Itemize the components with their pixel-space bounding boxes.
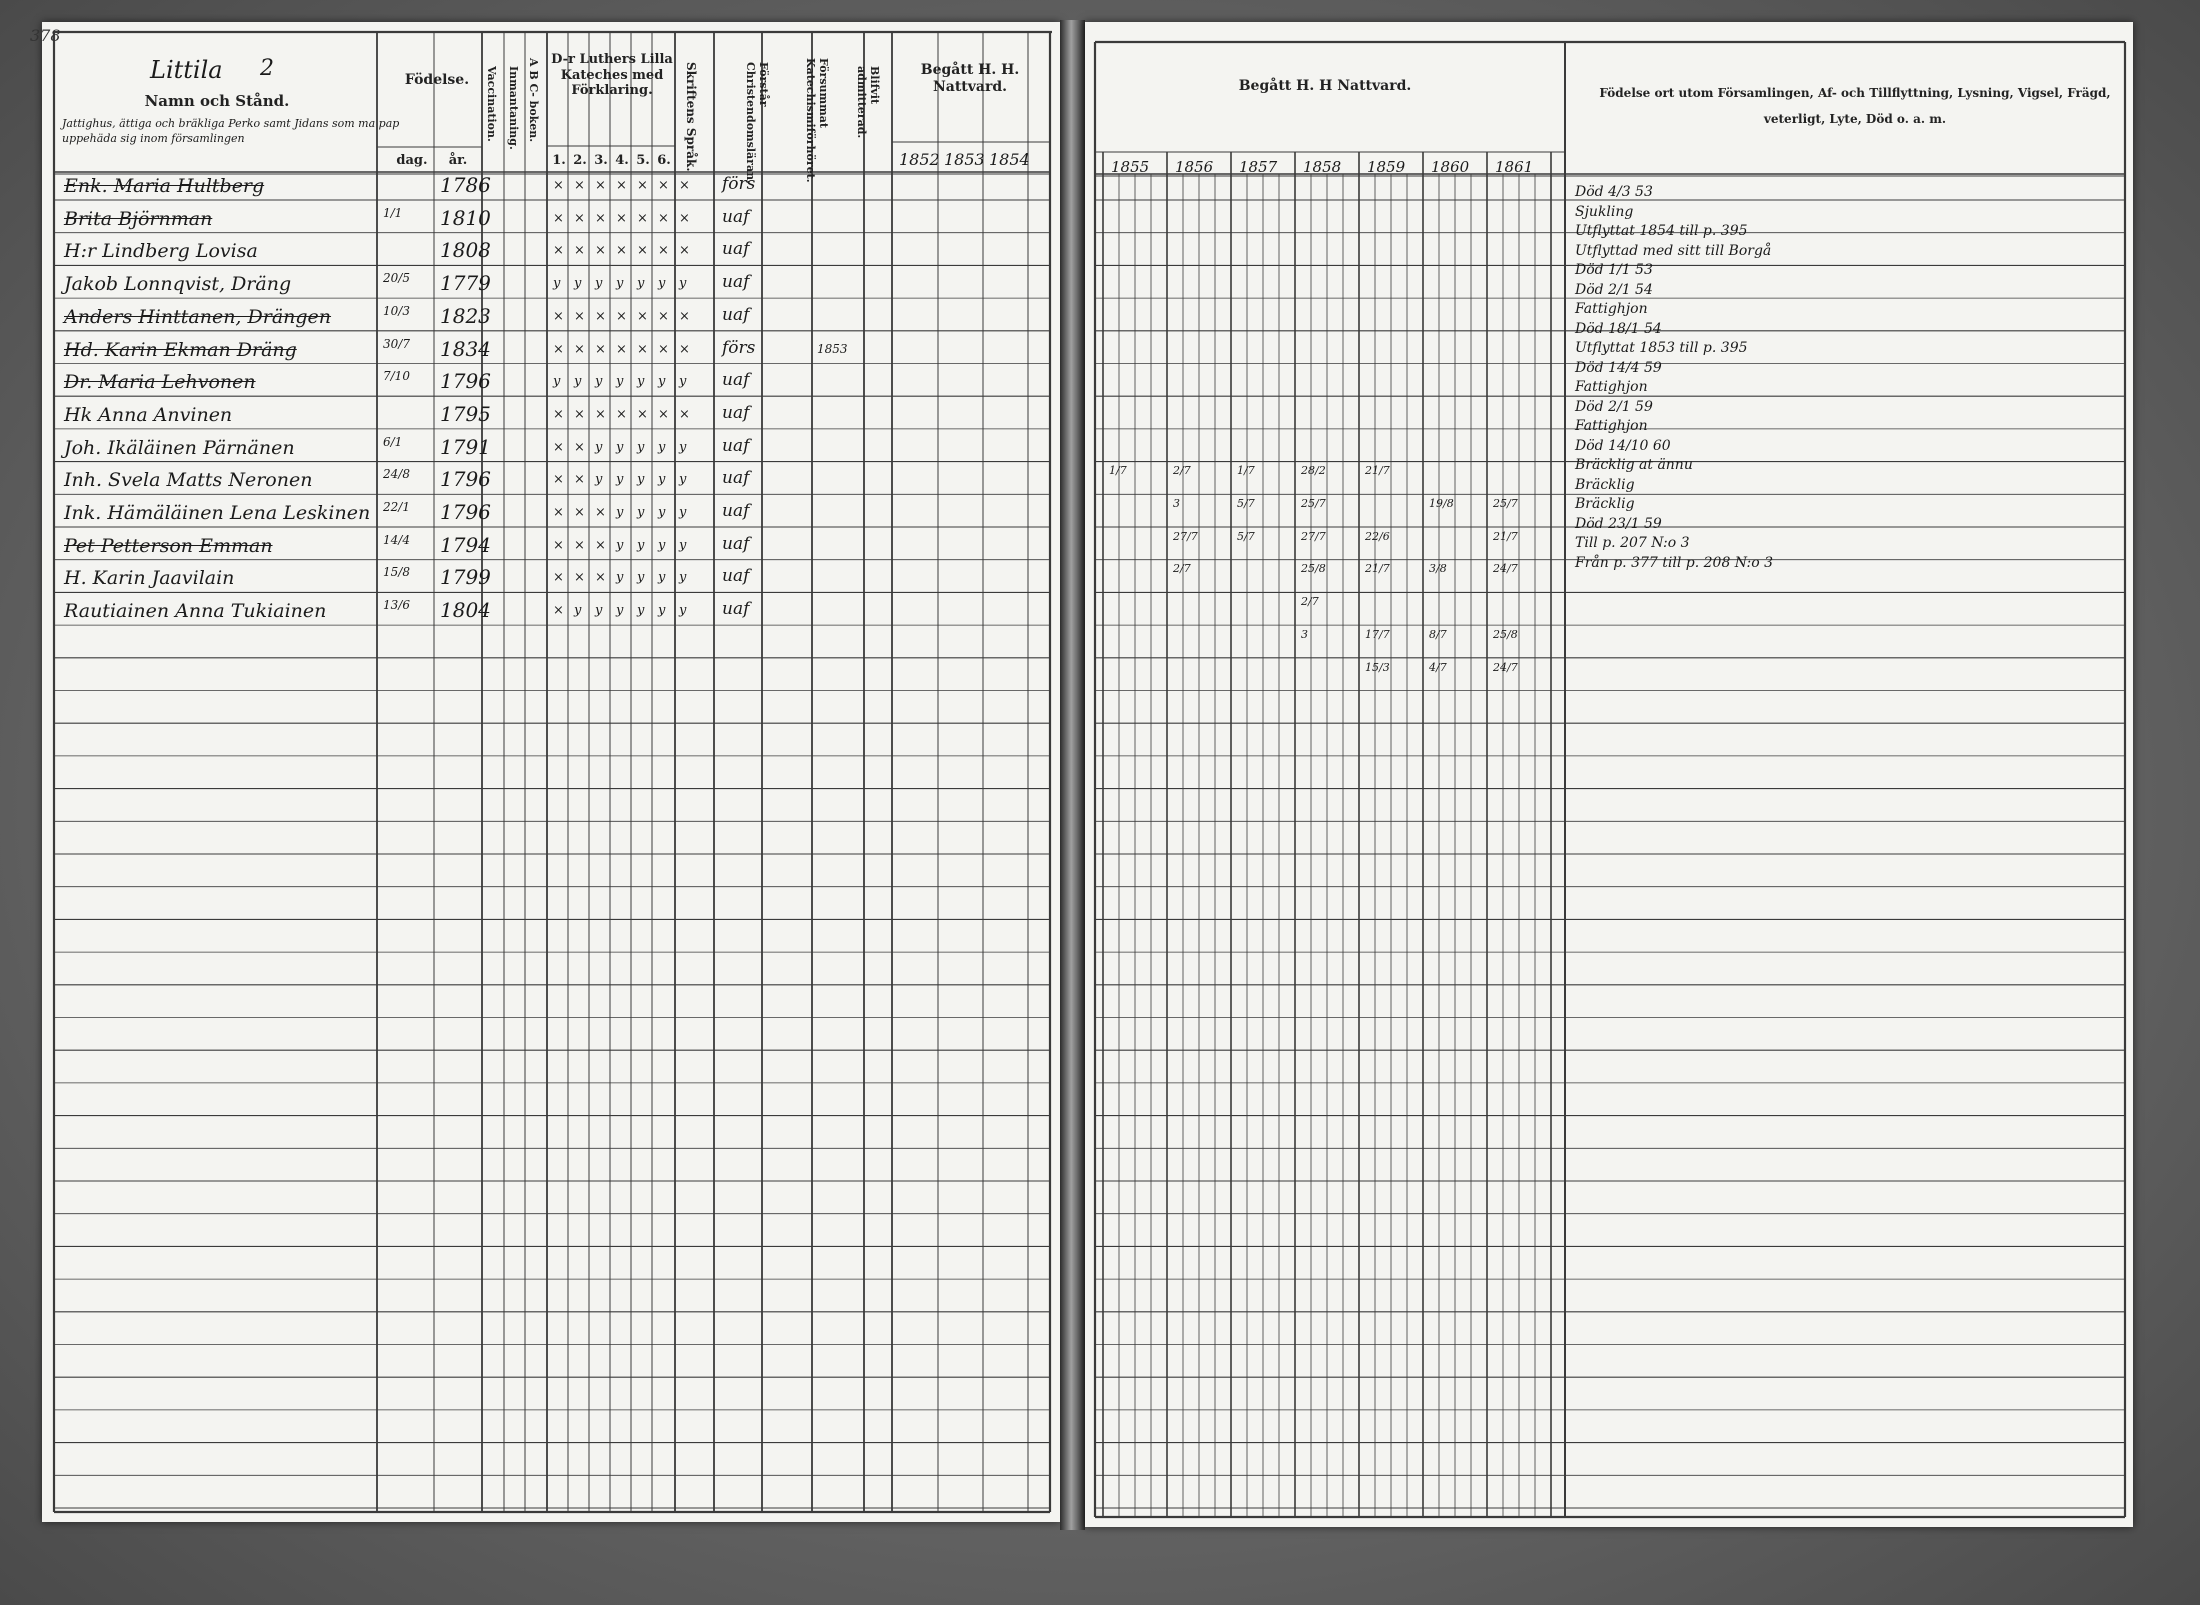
luther-col-6: 6. <box>657 153 671 168</box>
communion-mark: 24/7 <box>1493 562 1518 576</box>
entry-understanding: uaf <box>722 304 750 325</box>
entry-catechism-mark: y <box>637 505 645 520</box>
header-inmantaning: Inmantaning. <box>507 66 520 150</box>
header-admitted: Blifvit admitterad. <box>855 66 881 139</box>
entry-birth-day: 20/5 <box>383 271 410 286</box>
entry-understanding: uaf <box>722 468 750 489</box>
entry-catechism-mark: y <box>616 603 624 619</box>
entry-understanding: uaf <box>722 501 750 521</box>
entry-catechism-mark: × <box>553 341 564 357</box>
entry-catechism-mark: × <box>616 243 627 259</box>
entry-catechism-mark: × <box>553 472 564 488</box>
year-1856: 1856 <box>1175 158 1214 176</box>
communion-mark: 25/7 <box>1493 497 1518 510</box>
entry-catechism-mark: × <box>658 341 669 357</box>
header-communion-left: Begått H. H. Nattvard. <box>920 62 1020 95</box>
entry-catechism-mark: y <box>637 472 645 488</box>
entry-catechism-mark: y <box>616 472 624 488</box>
entry-catechism-mark: × <box>553 406 564 422</box>
entry-catechism-mark: y <box>679 537 687 553</box>
entry-catechism-mark: × <box>658 406 669 422</box>
entry-catechism-mark: × <box>574 570 585 586</box>
year-1853: 1853 <box>944 150 985 169</box>
entry-catechism-mark: y <box>679 439 687 455</box>
entry-birth-year: 1808 <box>440 238 491 263</box>
entry-catechism-mark: × <box>637 341 648 357</box>
entry-catechism-mark: × <box>679 308 690 324</box>
entry-name: Enk. Maria Hultberg <box>64 175 265 197</box>
remark-line: Bräcklig <box>1575 476 1635 493</box>
entry-catechism-mark: y <box>658 603 666 619</box>
entry-catechism-mark: × <box>637 406 648 422</box>
entry-catechism-mark: y <box>595 472 603 488</box>
entry-birth-year: 1834 <box>440 336 491 361</box>
header-luther-catechism: D-r Luthers Lilla Kateches med Förklaring. <box>551 52 673 99</box>
luther-col-2: 2. <box>573 153 587 168</box>
entry-understanding: uaf <box>722 435 750 456</box>
communion-mark: 3 <box>1173 497 1180 510</box>
header-catechism-missed: Försummat Katechismiförhöret. <box>804 58 830 183</box>
remark-line: Död 14/10 60 <box>1575 437 1671 454</box>
entry-birth-year: 1796 <box>440 369 491 394</box>
luther-col-4: 4. <box>615 153 629 168</box>
entry-catechism-mark: × <box>574 406 585 422</box>
entry-catechism-mark: × <box>658 210 669 226</box>
entry-catechism-mark: × <box>595 308 606 324</box>
header-remarks: Födelse ort utom Församlingen, Af- och Tillflyttning, Lysning, Vigsel, Frägd, veterligt, Lyte, Död o. a. m. <box>1599 86 2111 127</box>
entry-birth-day: 15/8 <box>383 565 410 580</box>
entry-catechism-mark: × <box>553 243 564 259</box>
entry-birth-year: 1823 <box>440 303 491 328</box>
entry-name: H. Karin Jaavilain <box>64 567 235 590</box>
remark-line: Fattighjon <box>1575 301 1648 317</box>
header-name: Namn och Stånd. <box>144 92 290 110</box>
remark-line: Bräcklig <box>1575 496 1635 512</box>
year-1852: 1852 <box>899 150 940 169</box>
entry-catechism-mark: × <box>637 243 648 259</box>
village-number: 2 <box>260 56 274 81</box>
remark-line: Utflyttat 1854 till p. 395 <box>1575 223 1748 239</box>
entry-catechism-mark: y <box>616 439 624 455</box>
communion-mark: 2/7 <box>1173 562 1191 576</box>
entry-catechism-mark: × <box>553 308 564 324</box>
right-page <box>1085 22 2133 1527</box>
communion-mark: 25/8 <box>1493 627 1518 641</box>
remark-line: Bräcklig at ännu <box>1575 457 1693 473</box>
entry-catechism-mark: y <box>616 537 624 553</box>
entry-name: Hd. Karin Ekman Dräng <box>64 338 297 361</box>
entry-birth-year: 1796 <box>440 467 491 492</box>
entry-catechism-mark: y <box>679 505 687 520</box>
entry-catechism-mark: × <box>595 178 606 193</box>
communion-mark: 3/8 <box>1429 562 1447 576</box>
remark-line: Död 18/1 54 <box>1575 320 1662 337</box>
entry-understanding: uaf <box>722 599 750 620</box>
entry-understanding: uaf <box>722 402 750 423</box>
entry-catechism-mark: y <box>574 603 582 619</box>
year-1857: 1857 <box>1239 158 1278 176</box>
entry-catechism-mark: × <box>553 178 564 193</box>
entry-catechism-mark: × <box>574 308 585 324</box>
luther-col-1: 1. <box>552 153 566 168</box>
communion-mark: 15/3 <box>1365 660 1390 674</box>
entry-catechism-mark: y <box>574 374 582 390</box>
entry-name: Inh. Svela Matts Neronen <box>64 469 313 492</box>
entry-name: Jakob Lonnqvist, Dräng <box>64 273 292 296</box>
left-page <box>30 22 1060 1522</box>
entry-birth-year: 1779 <box>440 271 491 296</box>
entry-catechism-mark: × <box>553 570 564 586</box>
entry-understanding: uaf <box>722 206 750 227</box>
entry-birth-day: 10/3 <box>383 303 410 318</box>
entry-name: Dr. Maria Lehvonen <box>64 371 256 394</box>
entry-catechism-mark: y <box>679 570 687 586</box>
entry-catechism-mark: × <box>679 341 690 357</box>
entry-birth-year: 1786 <box>440 173 491 197</box>
entry-catechism-mark: × <box>574 341 585 357</box>
remark-line: Utflyttad med sitt till Borgå <box>1575 242 1772 259</box>
entry-catechism-mark: y <box>616 505 624 520</box>
year-1854: 1854 <box>989 150 1030 169</box>
entry-catechism-mark: y <box>658 439 666 455</box>
communion-mark: 19/8 <box>1429 497 1454 510</box>
header-understanding: Förstår Christendomsläran. <box>744 62 770 184</box>
entry-catechism-mark: × <box>595 570 606 586</box>
header-communion-right: Begått H. H Nattvard. <box>1238 78 1412 94</box>
entry-catechism-mark: × <box>637 210 648 226</box>
entry-catechism-mark: y <box>637 374 645 390</box>
entry-catechism-mark: y <box>679 276 687 292</box>
entry-birth-day: 1/1 <box>383 205 403 220</box>
entry-catechism-mark: × <box>679 243 690 259</box>
entry-catechism-mark: × <box>553 505 564 520</box>
remark-line: Fattighjon <box>1575 379 1648 395</box>
communion-mark: 17/7 <box>1365 627 1390 641</box>
entry-catechism-mark: y <box>595 603 603 619</box>
communion-mark: 8/7 <box>1429 627 1447 641</box>
entry-catechism-mark: × <box>574 439 585 455</box>
entry-catechism-mark: × <box>616 406 627 422</box>
entry-catechism-mark: × <box>574 505 585 520</box>
entry-catechism-mark: y <box>658 570 666 586</box>
entry-name: Joh. Ikäläinen Pärnänen <box>64 436 295 459</box>
communion-mark: 25/7 <box>1301 497 1326 510</box>
entry-catechism-mark: × <box>679 210 690 226</box>
entry-catechism-mark: × <box>658 178 669 193</box>
entry-catechism-mark: y <box>658 537 666 553</box>
entry-understanding: uaf <box>722 370 750 391</box>
entry-birth-year: 1795 <box>440 401 491 426</box>
remark-line: Till p. 207 N:o 3 <box>1575 535 1690 551</box>
entry-catechism-mark: × <box>595 406 606 422</box>
entry-catechism-mark: × <box>553 439 564 455</box>
entry-name: Anders Hinttanen, Drängen <box>64 305 332 328</box>
entry-understanding: uaf <box>722 533 750 554</box>
entry-catechism-mark: × <box>553 537 564 553</box>
entry-catechism-mark: × <box>595 505 606 520</box>
entry-birth-year: 1804 <box>440 598 491 623</box>
entry-understanding: uaf <box>722 272 750 293</box>
entry-catechism-mark: y <box>679 374 687 390</box>
entry-catechism-mark: × <box>658 243 669 259</box>
entry-catechism-mark: y <box>616 276 624 292</box>
entry-catechism-mark: × <box>679 406 690 422</box>
communion-mark: 25/8 <box>1301 562 1326 576</box>
communion-mark: 4/7 <box>1429 660 1447 674</box>
entry-birth-year: 1791 <box>440 434 491 459</box>
remark-line: Död 1/1 53 <box>1575 262 1653 278</box>
entry-catechism-mark: y <box>616 374 624 390</box>
entry-catechism-mark: y <box>595 439 603 455</box>
entry-catechism-mark: y <box>616 570 624 586</box>
entry-catechism-mark: × <box>637 308 648 324</box>
entry-catechism-mark: × <box>595 243 606 259</box>
entry-catechism-mark: y <box>679 603 687 619</box>
entry-birth-day: 13/6 <box>383 598 410 613</box>
luther-col-5: 5. <box>636 153 650 168</box>
communion-mark: 21/7 <box>1365 464 1390 478</box>
page-number: 378 <box>30 26 61 45</box>
entry-catechism-mark: y <box>658 374 666 390</box>
village-title: Littila <box>150 56 223 84</box>
entry-catechism-mark: × <box>679 178 690 193</box>
entry-birth-day: 30/7 <box>383 336 410 351</box>
entry-understanding: förs <box>722 174 756 194</box>
remark-line: Från p. 377 till p. 208 N:o 3 <box>1575 554 1774 571</box>
remark-line: Fattighjon <box>1575 418 1648 434</box>
communion-mark: 21/7 <box>1365 562 1390 576</box>
communion-mark: 22/6 <box>1365 529 1390 543</box>
entry-understanding: uaf <box>722 566 750 587</box>
communion-mark: 3 <box>1301 627 1308 641</box>
entry-catechism-mark: y <box>637 570 645 586</box>
communion-mark: 28/2 <box>1301 464 1326 478</box>
remark-line: Död 23/1 59 <box>1575 515 1662 532</box>
entry-catechism-mark: y <box>637 603 645 619</box>
entry-catechism-mark: y <box>553 374 561 390</box>
entry-birth-year: 1799 <box>440 565 491 590</box>
entry-catechism-mark: × <box>658 308 669 324</box>
communion-mark: 27/7 <box>1173 529 1198 543</box>
remark-line: Död 2/1 59 <box>1575 398 1653 415</box>
entry-understanding: uaf <box>722 239 750 260</box>
entry-catechism-mark: × <box>553 210 564 226</box>
communion-mark: 5/7 <box>1237 497 1255 510</box>
header-abc-book: A B C- boken. <box>527 58 540 143</box>
entry-name: Rautiainen Anna Tukiainen <box>64 600 327 623</box>
entry-catechism-mark: y <box>595 276 603 292</box>
header-scripture: Skriftens Språk. <box>684 62 698 172</box>
communion-mark: 21/7 <box>1493 529 1518 543</box>
header-name-note: Jattighus, ättiga och bräkliga Perko samt Jidans som ma pap uppehäda sig inom församlingen <box>62 117 400 145</box>
entry-birth-day: 6/1 <box>383 434 403 449</box>
entry-birth-year: 1796 <box>440 500 491 524</box>
header-year: år. <box>448 153 468 168</box>
entry-birth-year: 1810 <box>440 205 491 230</box>
communion-mark: 24/7 <box>1493 660 1518 674</box>
entry-birth-day: 22/1 <box>383 500 410 514</box>
entry-catechism-mark: y <box>553 276 561 292</box>
entry-catechism-mark: y <box>595 374 603 390</box>
entry-name: Brita Björnman <box>64 207 213 230</box>
entry-catechism-mark: × <box>616 341 627 357</box>
entry-catechism-mark: y <box>658 276 666 292</box>
entry-name: H:r Lindberg Lovisa <box>64 240 258 263</box>
entry-catechism-mark: × <box>595 537 606 553</box>
header-day: dag. <box>396 153 428 168</box>
remark-line: Död 4/3 53 <box>1575 184 1653 200</box>
communion-mark: 5/7 <box>1237 529 1255 543</box>
entry-birth-year: 1794 <box>440 532 491 557</box>
entry-name: Ink. Hämäläinen Lena Leskinen <box>64 502 371 524</box>
communion-mark: 2/7 <box>1173 464 1191 478</box>
entry-catechism-mark: y <box>637 276 645 292</box>
entry-catechism-mark: × <box>595 210 606 226</box>
entry-catechism-mark: × <box>595 341 606 357</box>
entry-catechism-mark: × <box>574 243 585 259</box>
remark-line: Utflyttat 1853 till p. 395 <box>1575 340 1748 356</box>
entry-catechism-mark: y <box>637 537 645 553</box>
entry-catechism-mark: × <box>574 537 585 553</box>
communion-mark: 27/7 <box>1301 529 1326 543</box>
entry-catechism-mark: y <box>637 439 645 455</box>
entry-catechism-mark: × <box>616 308 627 324</box>
entry-name: Hk Anna Anvinen <box>64 403 233 426</box>
year-1861: 1861 <box>1495 158 1534 176</box>
entry-catechism-mark: × <box>574 178 585 193</box>
entry-birth-day: 14/4 <box>383 532 410 547</box>
remark-line: Död 14/4 59 <box>1575 359 1662 376</box>
entry-catechism-mark: × <box>574 472 585 488</box>
year-1855: 1855 <box>1111 158 1150 176</box>
entry-catechism-mark: × <box>637 178 648 193</box>
entry-understanding: förs <box>722 337 756 358</box>
header-birth: Födelse. <box>404 72 470 88</box>
entry-catechism-mark: × <box>616 210 627 226</box>
entry-catechism-mark: × <box>553 603 564 619</box>
entry-catechism-mark: × <box>574 210 585 226</box>
entry-catechism-mark: y <box>574 276 582 292</box>
entry-birth-day: 7/10 <box>383 369 410 384</box>
entry-catechism-mark: y <box>658 472 666 488</box>
remark-line: Död 2/1 54 <box>1575 281 1653 298</box>
entry-admitted: 1853 <box>817 341 848 356</box>
luther-col-3: 3. <box>594 153 608 168</box>
communion-mark: 1/7 <box>1237 464 1255 478</box>
entry-catechism-mark: y <box>679 472 687 488</box>
year-1860: 1860 <box>1431 158 1470 176</box>
entry-name: Pet Petterson Emman <box>64 534 273 557</box>
header-vaccination: Vaccination. <box>485 66 498 142</box>
book-gutter <box>1060 20 1085 1530</box>
entry-catechism-mark: × <box>616 178 627 193</box>
entry-birth-day: 24/8 <box>383 467 410 482</box>
year-1858: 1858 <box>1303 158 1342 176</box>
year-1859: 1859 <box>1367 158 1406 176</box>
communion-mark: 1/7 <box>1109 464 1127 478</box>
entry-catechism-mark: y <box>658 505 666 520</box>
remark-line: Sjukling <box>1575 203 1634 220</box>
communion-mark: 2/7 <box>1301 595 1319 609</box>
